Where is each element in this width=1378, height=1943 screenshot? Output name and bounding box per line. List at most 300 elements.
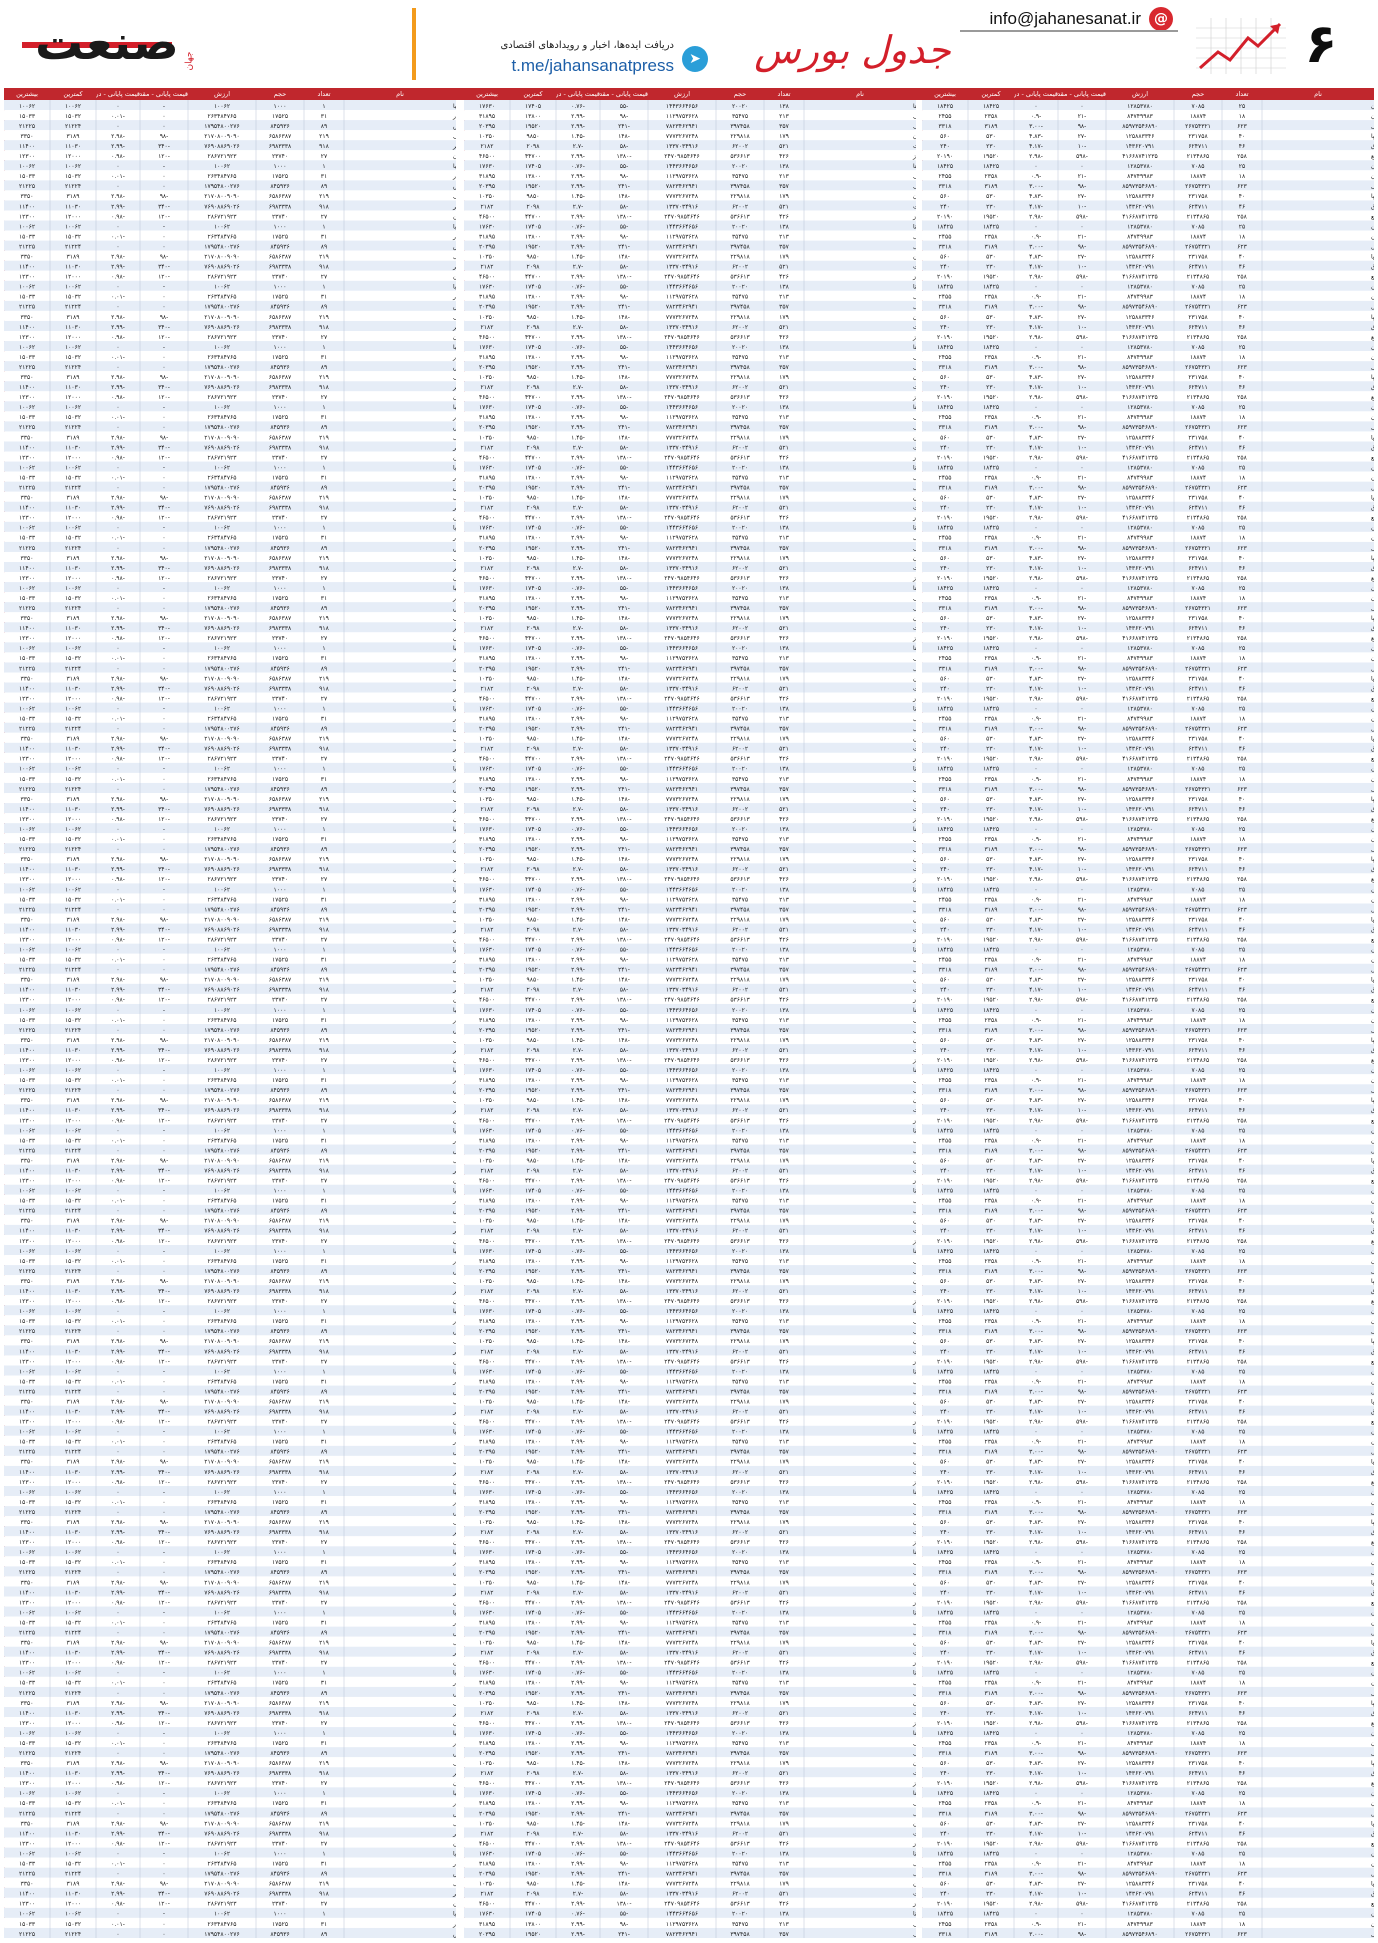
cell-value: ۲۳۱۷۵۸ [1188, 615, 1208, 623]
symbol-name [453, 786, 456, 793]
symbol-name: ی [913, 243, 916, 251]
cell-value: ۱۹۵۲۰ [524, 1689, 542, 1697]
cell-value: ۵۶۰ [940, 1519, 950, 1527]
cell-value: -۲.۹۹ [571, 1016, 585, 1024]
cell-value: -۲.۹۸ [111, 253, 125, 261]
cell-value: ۲۳۷۴۰ [271, 574, 289, 582]
cell-value: ۱۸۸۷۴ [1189, 1920, 1207, 1928]
cell-value: ۱۸۴۲۵ [982, 283, 1000, 291]
cell-value: ۴۲۶ [779, 1177, 789, 1185]
cell-value: ۲۳۷۴۰ [271, 273, 289, 281]
table-row [4, 773, 456, 783]
cell-value: ۲۶۳۴۸۴۷۶۵ [207, 173, 237, 181]
table-row [922, 1536, 1374, 1546]
cell-value: ۱۸۴۲۵ [982, 1187, 1000, 1195]
cell-value: ۲۰۳۹۵ [478, 1689, 496, 1697]
cell-value: ۸۹ [320, 785, 328, 793]
cell-value: ۲۳۱۷۵۸ [1188, 1036, 1208, 1044]
cell-value: ۴۶۵۰۰ [478, 936, 496, 944]
cell-value: ۲۳۷۴۰ [271, 695, 289, 703]
cell-value: ۴۶۵۰۰ [478, 1599, 496, 1607]
cell-value: ۴۶ [1238, 926, 1246, 934]
symbol-name: ق [1371, 1709, 1374, 1717]
cell-value: ۶۵۸۶۳۸۷ [268, 1097, 292, 1105]
symbol-name: ی [913, 1087, 916, 1095]
cell-value: ۱۱۲۹۷۵۳۶۲۸ [665, 353, 699, 361]
symbol-name: ن [913, 1820, 916, 1828]
cell-value: -۱۴۸ [618, 916, 630, 924]
cell-value: ۱۹۵۲۰ [524, 846, 542, 854]
cell-value: ۷۰۸۵ [1191, 1609, 1205, 1617]
symbol-name: ع [1371, 815, 1374, 823]
cell-value: ۱۷۶۳۰ [478, 163, 496, 171]
cell-value: -۵۹۸ [1076, 273, 1088, 281]
cell-value: ۱۷۹ [779, 1880, 789, 1888]
cell-value: -۰.۷۶ [571, 825, 585, 833]
cell-value: ۶۲۳ [1237, 1328, 1247, 1336]
table-row [922, 813, 1374, 823]
symbol-name: ق [1371, 143, 1374, 151]
table-row [464, 1124, 916, 1134]
cell-value: ۲۶۳۴۸۴۷۶۵ [207, 1318, 237, 1326]
cell-value: ۲۵ [1238, 1308, 1246, 1316]
cell-value: ۱۳۸۰۰ [524, 655, 542, 663]
cell-value: ۰ [162, 1147, 166, 1155]
table-row [4, 914, 456, 924]
column-header-group [4, 88, 456, 100]
cell-value: ۱۲۳۰۰ [18, 514, 36, 522]
cell-value: -۲۷ [1077, 313, 1087, 321]
cell-value: ۲۳۵۸ [984, 715, 998, 723]
cell-value: ۶۲۳ [1237, 725, 1247, 733]
symbol-name: ی [913, 424, 916, 432]
symbol-name: ا [913, 1609, 915, 1617]
cell-value: -۴.۱۷ [1029, 805, 1043, 813]
symbol-name: ز [913, 936, 916, 944]
symbol-name: ق [1371, 504, 1374, 512]
symbol-name: ی [913, 1388, 916, 1396]
symbol-name: ع [1371, 1780, 1374, 1788]
table-row [4, 803, 456, 813]
table-row [464, 1787, 916, 1797]
cell-value: ۳۵۷ [779, 1508, 789, 1516]
symbol-name: ن [1371, 896, 1374, 904]
cell-value: ۳۱۸۹۵ [478, 1860, 496, 1868]
cell-value: ۳۱۸۹ [66, 1097, 80, 1105]
cell-value: -۲۷ [1077, 434, 1087, 442]
cell-value: ۳۱۸۹ [984, 544, 998, 552]
cell-value: -۰.۰۱ [111, 534, 125, 542]
cell-value: ۰ [116, 1247, 120, 1255]
table-row [464, 401, 916, 411]
cell-value: ۲۱۲۲۵ [18, 303, 36, 311]
table-row [464, 743, 916, 753]
cell-value: ۱۱۲۹۷۵۳۶۲۸ [665, 474, 699, 482]
cell-value: -۱۰ [1077, 1408, 1087, 1416]
cell-value: ۴۱۶۶۸۷۴۱۲۳۵ [1122, 1237, 1158, 1245]
cell-value: -۹۸ [1077, 1207, 1087, 1215]
cell-value: ۴۰ [1238, 1398, 1246, 1406]
cell-value: ۲۳۵۸ [984, 474, 998, 482]
symbol-name: ز [913, 876, 916, 884]
cell-value: - [162, 524, 166, 532]
symbol-name: ز [913, 1900, 916, 1908]
table-row [464, 1305, 916, 1315]
cell-value: ۱۷۹ [779, 735, 789, 743]
cell-value: ۲۶۳۴۸۴۷۶۵ [207, 112, 237, 120]
cell-value: ۲۱۸۲ [480, 625, 494, 633]
cell-value: ۱۲۸۵۳۷۸۰ [1127, 645, 1153, 653]
cell-value: ۲۳۰ [986, 1348, 996, 1356]
cell-value: ۴۴۷۰۰ [524, 1900, 542, 1908]
table-row [4, 421, 456, 431]
cell-value: ۳۵۴۷۵ [731, 293, 749, 301]
cell-value: ۲۴۰ [940, 625, 950, 633]
cell-value: ۲۰۳۹۵ [478, 1629, 496, 1637]
table-row [464, 1486, 916, 1496]
table-row [4, 391, 456, 401]
cell-value: -۵۵ [619, 163, 629, 171]
cell-value: ۶۲۰۰۲ [731, 1709, 749, 1717]
cell-value: ۰ [116, 906, 120, 914]
cell-value: ۱۷۵۲۵ [271, 414, 289, 422]
cell-value: -۲.۷ [572, 203, 584, 211]
cell-value: -۲۷ [1077, 856, 1087, 864]
symbol-name: ز [913, 1840, 916, 1848]
cell-value: ۲۰۳۹۵ [478, 484, 496, 492]
cell-value: ۲۵۸ [1237, 333, 1247, 341]
cell-value: ۱۱۲۹۷۵۳۶۲۸ [665, 293, 699, 301]
cell-value: ۴۱۶۶۸۷۴۱۲۳۵ [1122, 574, 1158, 582]
cell-value: ۵۲۱ [779, 986, 789, 994]
cell-value: -۲.۹۹ [571, 1438, 585, 1446]
cell-value: -۲.۹۹ [571, 846, 585, 854]
symbol-name: ر [453, 143, 456, 151]
table-row [4, 974, 456, 984]
cell-value: ۴۶ [1238, 504, 1246, 512]
cell-value: ۶۲۴۷۱۱ [1188, 1890, 1208, 1898]
cell-value: ۲۰۹۸ [526, 444, 540, 452]
cell-value: ۱۱۲۹۷۵۳۶۲۸ [665, 956, 699, 964]
cell-value: ۳۱ [320, 534, 328, 542]
table-row [464, 1215, 916, 1225]
cell-value: ۳۹۷۴۵۸ [730, 484, 750, 492]
cell-value: ۲۳۷۴۰ [271, 394, 289, 402]
cell-value: -۰.۷۶ [571, 1850, 585, 1858]
symbol-name: ا [1371, 374, 1373, 382]
cell-value: -۴.۸۳ [1029, 554, 1043, 562]
cell-value: -۴.۱۷ [1029, 1288, 1043, 1296]
cell-value: ۷۸۲۳۴۶۲۹۴۱ [665, 1388, 699, 1396]
cell-value: ۱۸ [1238, 414, 1246, 422]
cell-value: -۱.۴۵ [571, 253, 585, 261]
cell-value: ۲۶۳۴۸۴۷۶۵ [207, 775, 237, 783]
cell-value: ۲۱۳ [779, 414, 789, 422]
cell-value: -۲.۹۸ [1029, 333, 1043, 341]
cell-value: ۹۱۸ [319, 685, 329, 693]
cell-value: -۰.۹ [1030, 1378, 1042, 1386]
cell-value: ۲۱۲۲۴ [64, 122, 82, 130]
cell-value: ۴۲۶ [779, 635, 789, 643]
table-row [464, 301, 916, 311]
cell-value: ۱۴۴۳۶۶۴۶۵۶ [665, 404, 699, 412]
cell-value: ۲۳۰ [986, 504, 996, 512]
cell-value: ۱۲۸۵۳۷۸۰ [1127, 1850, 1153, 1858]
cell-value: ۱۵۰۳۲ [64, 896, 82, 904]
cell-value: ۵۶۰ [940, 1398, 950, 1406]
cell-value: -۴.۱۷ [1029, 1529, 1043, 1537]
cell-value: -۲۱ [1077, 1679, 1087, 1687]
cell-value: ۱۳۸ [779, 223, 789, 231]
cell-value: ۱۴۴۳۶۶۴۶۵۶ [665, 1549, 699, 1557]
cell-value: -۲.۷ [572, 1408, 584, 1416]
cell-value: -۵۹۸ [1076, 1900, 1088, 1908]
symbol-name: ا [913, 1428, 915, 1436]
cell-value: ۲۰۱۹۰ [936, 1298, 954, 1306]
cell-value: ۲۲۹۸۱۸ [730, 494, 750, 502]
cell-value: ۰ [1080, 343, 1084, 351]
cell-value: ۸۵۹۷۳۵۴۶۸۹۰ [1122, 1508, 1158, 1516]
cell-value: ۸۵۹۷۳۵۴۶۸۹۰ [1122, 1870, 1158, 1878]
cell-value: -۲.۹۸ [1029, 755, 1043, 763]
cell-value: -۴.۸۳ [1029, 1519, 1043, 1527]
column-header-group [464, 88, 916, 100]
cell-value: ۳۹۷۴۵۸ [730, 1569, 750, 1577]
cell-value: ۴۶۵۰۰ [478, 454, 496, 462]
table-row [464, 672, 916, 682]
cell-value: ۲۳۱۷۵۸ [1188, 494, 1208, 502]
cell-value: ۴۶۵۰۰ [478, 755, 496, 763]
cell-value: ۱۵۰۳۳ [18, 233, 36, 241]
cell-value: ۳۱۸۹ [984, 1870, 998, 1878]
cell-value: ۱۰۳۵۰ [478, 615, 496, 623]
cell-value: -۳.۰۰ [1029, 1026, 1043, 1034]
cell-value: ۱۲۸۵۳۷۸۰ [1127, 343, 1153, 351]
cell-value: ۱۸۸۷۴ [1189, 353, 1207, 361]
cell-value: -۲۷ [1077, 374, 1087, 382]
cell-value: ۶۲۰۰۲ [731, 1167, 749, 1175]
cell-value: ۱۱۴۰۰ [18, 323, 36, 331]
symbol-name: ق [1371, 1107, 1374, 1115]
cell-value: ۴۰ [1238, 1760, 1246, 1768]
cell-value: -۲.۷ [572, 1227, 584, 1235]
cell-value: ۵۲۱ [779, 143, 789, 151]
cell-value: ۰ [1080, 1127, 1084, 1135]
cell-value: ۷۰۸۵ [1191, 1910, 1205, 1918]
cell-value: ۶۹۸۳۳۳۸ [268, 625, 292, 633]
cell-value: ۱۲۰۰۰ [64, 1056, 82, 1064]
cell-value: ۴۶۵۰۰ [478, 1418, 496, 1426]
cell-value: ۷۸۲۳۴۶۲۹۴۱ [665, 846, 699, 854]
column-header: تعداد [1235, 90, 1249, 98]
cell-value: ۳۱۸۹ [984, 424, 998, 432]
cell-value: ۱۲۳۰۰ [18, 996, 36, 1004]
cell-value: ۲۴۵۵ [938, 715, 952, 723]
cell-value: ۰ [116, 825, 120, 833]
symbol-name: ی [913, 1137, 916, 1145]
cell-value: ۶۲۰۰۲ [731, 986, 749, 994]
cell-value: ۲۳۷۴۰ [271, 996, 289, 1004]
cell-value: ۲۳۵۸ [984, 1679, 998, 1687]
cell-value: ۰ [116, 1207, 120, 1215]
table-row [922, 783, 1374, 793]
cell-value: ۱۰۰۶۲ [213, 223, 231, 231]
cell-value: ۱۵۰۳۲ [64, 956, 82, 964]
cell-value: ۱۰۳۵۰ [478, 1157, 496, 1165]
cell-value: ۲۶۷۵۴۳۲۱ [1185, 1930, 1211, 1938]
cell-value: ۳۵۴۷۵ [731, 1378, 749, 1386]
cell-value: -۹۸ [1077, 1147, 1087, 1155]
table-row [464, 1797, 916, 1807]
cell-value: ۸۴۵۹۳۶ [270, 1328, 290, 1336]
cell-value: ۱۹۵۲۰ [524, 1629, 542, 1637]
cell-value: ۲۱۳ [779, 775, 789, 783]
cell-value: ۱۸۸۷۴ [1189, 1559, 1207, 1567]
cell-value: ۱۰۳۵۰ [478, 1579, 496, 1587]
column-header: حجم [733, 90, 747, 98]
telegram-link[interactable]: t.me/jahansanatpress [511, 56, 674, 75]
cell-value: ۱۸۴۲۵ [982, 1127, 1000, 1135]
table-row [464, 1245, 916, 1255]
cell-value: ۳۵۴۷۵ [731, 474, 749, 482]
cell-value: ۱۳۸۰۰ [524, 1137, 542, 1145]
table-row [922, 994, 1374, 1004]
cell-value: ۴۶ [1238, 1408, 1246, 1416]
cell-value: -۵۵ [619, 584, 629, 592]
symbol-name [913, 805, 916, 813]
cell-value: -۱.۴۵ [571, 916, 585, 924]
symbol-name: ن [453, 394, 456, 402]
cell-value: ۱۰۰۰ [273, 404, 287, 412]
cell-value: ۹۸۵۰ [526, 1036, 540, 1044]
table-row [4, 582, 456, 592]
cell-value: ۸۴۵۹۳۶ [270, 725, 290, 733]
symbol-name [453, 1268, 456, 1275]
cell-value: - [162, 705, 166, 713]
cell-value: -۹۸ [1077, 1087, 1087, 1095]
cell-value: ۲۶۳۴۸۴۷۶۵ [207, 353, 237, 361]
cell-value: ۶۹۸۳۳۳۸ [268, 1107, 292, 1115]
cell-value: ۷۶۹۰۸۸۶۹۰۲۶ [204, 986, 240, 994]
cell-value: -۱۳۸۰ [616, 1719, 632, 1727]
cell-value: ۰ [1080, 404, 1084, 412]
table-rows [464, 100, 916, 1938]
symbol-name: ا [453, 223, 455, 231]
cell-value: ۲۲۹۸۱۸ [730, 1458, 750, 1466]
cell-value: ۲۴۵۵ [938, 1016, 952, 1024]
table-row [4, 763, 456, 773]
cell-value: ۱۵۰۳۳ [18, 1197, 36, 1205]
cell-value: ۲۷ [320, 574, 328, 582]
symbol-name: ن [913, 1639, 916, 1647]
cell-value: ۶۲۴۷۱۱ [1188, 986, 1208, 994]
cell-value: ۱۳۸ [779, 102, 789, 110]
cell-value: ۲۰۳۹۵ [478, 363, 496, 371]
table-row [4, 602, 456, 612]
cell-value: -۰.۹ [1030, 1739, 1042, 1747]
cell-value: ۶۲۰۰۲ [731, 1227, 749, 1235]
cell-value: -۲.۹۸ [111, 132, 125, 140]
cell-value: ۱۰۰۶۲ [64, 1368, 82, 1376]
cell-value: -۴.۸۳ [1029, 916, 1043, 924]
cell-value: ۲۱۲۲۵ [18, 725, 36, 733]
cell-value: ۱۳۳۷۰۳۴۹۱۶ [665, 384, 699, 392]
cell-value: ۲۴۵۵ [938, 1559, 952, 1567]
cell-value: ۱۱۴۰۰ [18, 1288, 36, 1296]
table-row [922, 1285, 1374, 1295]
cell-value: ۲۱۳۴۸۶۵ [1186, 153, 1210, 161]
cell-value: ۱۸۸۷۴ [1189, 1739, 1207, 1747]
table-row [4, 130, 456, 140]
cell-value: ۸۴۷۴۹۹۸۳ [1127, 836, 1153, 844]
cell-value: ۶۹۸۳۳۳۸ [268, 564, 292, 572]
column-header: قیمت پایانی - مقد [1058, 90, 1106, 98]
cell-value: ۲۶۷۵۴۳۲۱ [1185, 1328, 1211, 1336]
cell-value: ۱۷۵۲۵ [271, 1137, 289, 1145]
cell-value: ۲۵۸ [1237, 755, 1247, 763]
cell-value: -۲۴۱ [618, 1930, 630, 1938]
cell-value: ۱۴۳۶۲۰۷۹۱ [1125, 1709, 1155, 1717]
cell-value: ۱۴۴۳۶۶۴۶۵۶ [665, 765, 699, 773]
cell-value: ۷۰۸۵ [1191, 705, 1205, 713]
cell-value: ۶۵۸۶۳۸۷ [268, 132, 292, 140]
symbol-name: ن [453, 936, 456, 944]
table-row [464, 924, 916, 934]
cell-value: ۲۳۰ [986, 1288, 996, 1296]
cell-value: -۵۵ [619, 1488, 629, 1496]
cell-value: ۹۸۵۰ [526, 615, 540, 623]
table-row [4, 893, 456, 903]
symbol-name: ی [913, 1318, 916, 1326]
cell-value: ۱۰۳۵۰ [478, 1217, 496, 1225]
table-row [922, 210, 1374, 220]
cell-value: ۰ [1080, 1549, 1084, 1557]
cell-value: -۲.۹۹ [571, 906, 585, 914]
cell-value: -۵۸ [619, 384, 629, 392]
cell-value: ۸۴۷۴۹۹۸۳ [1127, 112, 1153, 120]
cell-value: ۸۴۷۴۹۹۸۳ [1127, 1257, 1153, 1265]
symbol-name: ز [913, 1599, 916, 1607]
cell-value: ۱ [322, 283, 326, 291]
cell-value: ۳۹۷۴۵۸ [730, 424, 750, 432]
cell-value: -۰.۷۶ [571, 1910, 585, 1918]
table-row [922, 743, 1374, 753]
table-row [464, 1707, 916, 1717]
table-row [4, 783, 456, 793]
cell-value: ۲۱۲۲۴ [64, 1147, 82, 1155]
cell-value: -۰.۰۱ [111, 233, 125, 241]
table-row [922, 622, 1374, 632]
table-row [464, 1335, 916, 1345]
cell-value: -۴.۸۳ [1029, 1097, 1043, 1105]
cell-value: -۵۵ [619, 1729, 629, 1737]
cell-value: ۲۱۲۲۴ [64, 1267, 82, 1275]
cell-value: ۴۱۶۶۸۷۴۱۲۳۵ [1122, 1418, 1158, 1426]
table-row [922, 1868, 1374, 1878]
table-row [4, 662, 456, 672]
cell-value: ۴۲۶ [779, 273, 789, 281]
cell-value: ۲۴۷۰۹۸۵۴۶۴۶ [664, 1237, 700, 1245]
cell-value: ۲۶۳۴۸۴۷۶۵ [207, 715, 237, 723]
cell-value: ۷۸۲۳۴۶۲۹۴۱ [665, 1689, 699, 1697]
cell-value: ۱۸ [1238, 353, 1246, 361]
cell-value: -۳.۰۰ [1029, 544, 1043, 552]
table-row [922, 371, 1374, 381]
cell-value: ۲۱۹ [319, 675, 329, 683]
email-address[interactable]: info@jahanesanat.ir [989, 9, 1141, 28]
table-row [922, 1054, 1374, 1064]
cell-value: ۸۹ [320, 906, 328, 914]
